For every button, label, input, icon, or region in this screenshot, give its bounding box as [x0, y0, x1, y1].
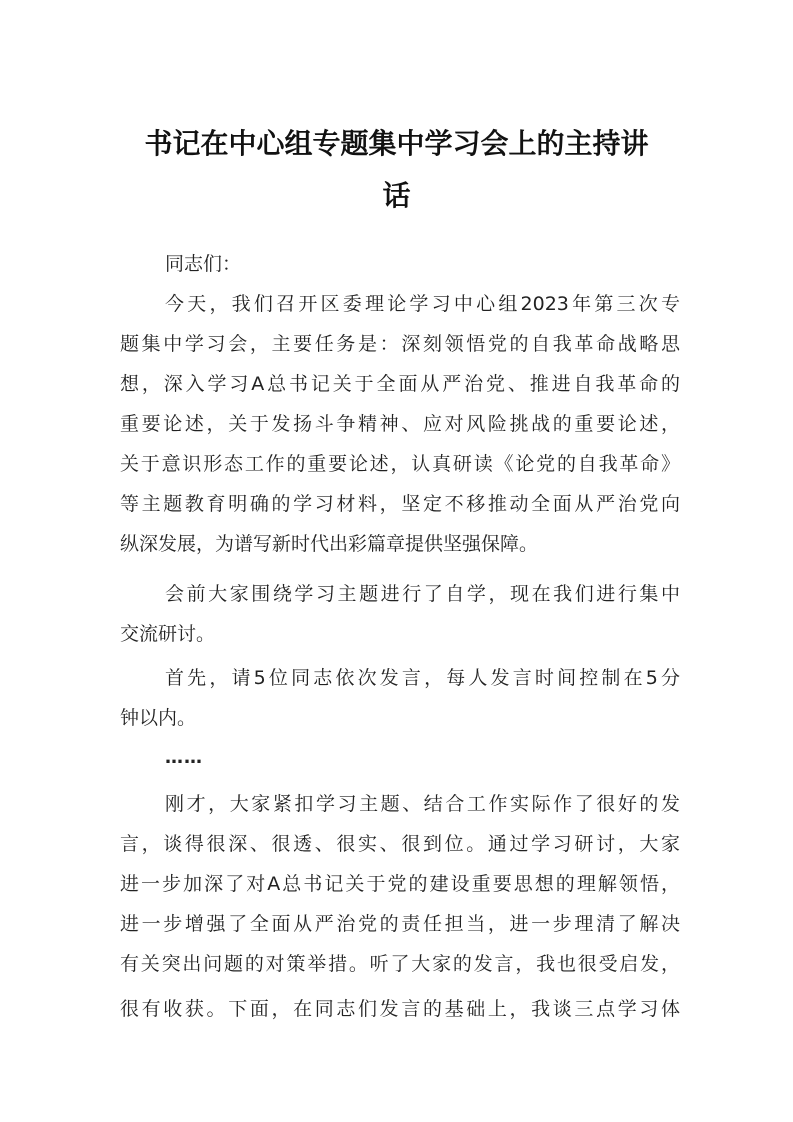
paragraph-2-line-2: 交流研讨。	[120, 623, 216, 645]
paragraph-3-line-2: 钟以内。	[120, 707, 197, 729]
salutation: 同志们：	[165, 253, 242, 275]
paragraph-4-line-6: 很有收获。下面，在同志们发言的基础上，我谈三点学习体	[120, 998, 680, 1020]
paragraph-3-line-1: 首先，请5位同志依次发言，每人发言时间控制在5分	[165, 667, 680, 689]
paragraph-1-line-7: 纵深发展，为谱写新时代出彩篇章提供坚强保障。	[120, 533, 539, 555]
paragraph-1-line-2: 题集中学习会，主要任务是：深刻领悟党的自我革命战略思	[120, 333, 680, 355]
paragraph-4-line-2: 言，谈得很深、很透、很实、很到位。通过学习研讨，大家	[120, 833, 680, 855]
paragraph-1-line-6: 等主题教育明确的学习材料，坚定不移推动全面从严治党向	[120, 493, 680, 515]
paragraph-4-line-1: 刚才，大家紧扣学习主题、结合工作实际作了很好的发	[165, 793, 680, 815]
ellipsis: ……	[165, 747, 203, 768]
paragraph-1-line-1: 今天，我们召开区委理论学习中心组2023年第三次专	[165, 293, 680, 315]
paragraph-4-line-4: 进一步增强了全面从严治党的责任担当，进一步理清了解决	[120, 913, 680, 935]
paragraph-4-line-3: 进一步加深了对A总书记关于党的建设重要思想的理解领悟，	[120, 873, 680, 895]
paragraph-1-line-3: 想，深入学习A总书记关于全面从严治党、推进自我革命的	[120, 373, 680, 395]
paragraph-4-line-5: 有关突出问题的对策举措。听了大家的发言，我也很受启发，	[120, 953, 680, 975]
document-title-line-2: 话	[382, 179, 411, 212]
document-title-line-1: 书记在中心组专题集中学习会上的主持讲	[144, 127, 649, 160]
paragraph-1-line-4: 重要论述，关于发扬斗争精神、应对风险挑战的重要论述，	[120, 413, 680, 435]
paragraph-2-line-1: 会前大家围绕学习主题进行了自学，现在我们进行集中	[165, 583, 680, 605]
paragraph-1-line-5: 关于意识形态工作的重要论述，认真研读《论党的自我革命》	[120, 453, 680, 475]
